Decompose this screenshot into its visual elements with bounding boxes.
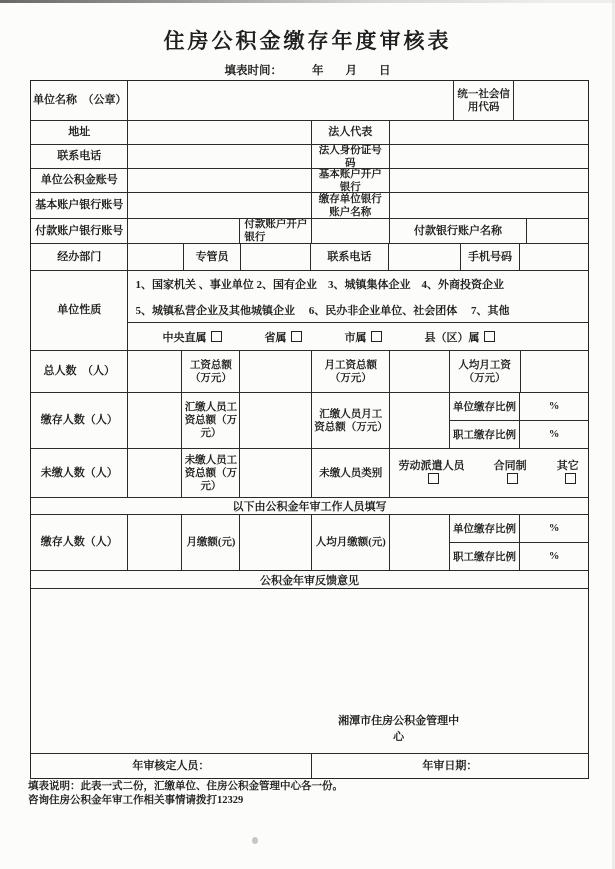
table-row — [31, 81, 588, 121]
table-row — [31, 498, 588, 515]
table-row — [31, 351, 588, 393]
audit-staff-ratio-label: 职工缴存比例 — [450, 543, 520, 570]
staff-ratio-label: 职工缴存比例 — [450, 421, 520, 448]
checkbox-icon — [291, 331, 302, 342]
audit-staff-ratio-percent: % — [548, 551, 560, 562]
monthly-amount-value-cell — [240, 515, 312, 570]
table-row — [31, 244, 588, 271]
unpaid-people-label: 未缴人数（人） — [31, 449, 128, 497]
unpaid-wage-total-value-cell — [240, 449, 312, 497]
feedback-area — [31, 589, 588, 753]
pay-bank-value-cell — [312, 219, 390, 243]
fill-time-month: 月 — [345, 65, 357, 77]
ownership-row — [128, 322, 588, 350]
deposit-monthly-total-value-cell — [390, 393, 450, 448]
credit-code-value-cell — [514, 81, 588, 120]
deposit-wage-total-label: 汇缴人员工资总额（万元） — [182, 393, 240, 448]
manager-label: 专管员 — [184, 244, 241, 270]
fund-account-label: 单位公积金账号 — [31, 169, 128, 192]
table-row — [31, 219, 588, 244]
contact-phone-value-cell — [128, 145, 311, 168]
table-row — [31, 589, 588, 754]
form-note-line1: 填表说明：此表一式二份，汇缴单位、住房公积金管理中心各一份。 — [28, 781, 343, 792]
scan-edge-artifact — [0, 0, 615, 3]
ownership-option — [344, 329, 382, 345]
ownership-option — [424, 329, 495, 345]
basic-bank-label: 基本账户开户银行 — [312, 169, 390, 192]
fill-time-line — [0, 62, 615, 78]
total-wage-label: 工资总额（万元） — [182, 351, 240, 392]
manager-value-cell — [241, 244, 311, 270]
pay-account-name-value-cell — [527, 219, 588, 243]
ownership-label: 县（区）属 — [424, 331, 480, 344]
fill-time-day: 日 — [379, 65, 391, 77]
contact-phone-label: 联系电话 — [31, 145, 128, 168]
table-row — [31, 393, 588, 449]
deposit-wage-total-value-cell — [240, 393, 312, 448]
checkbox-icon — [428, 473, 439, 484]
unpaid-category-option — [487, 460, 534, 487]
address-value-cell — [128, 121, 311, 144]
dept-value-cell — [128, 244, 184, 270]
audit-deposit-people-value-cell — [128, 515, 182, 570]
org-name: 湘潭市住房公积金管理中心 — [338, 715, 460, 743]
basic-account-label: 基本账户银行账号 — [31, 193, 128, 218]
total-people-label: 总人数 （人） — [31, 351, 128, 392]
unpaid-people-value-cell — [128, 449, 182, 497]
credit-code-label: 统一社会信用代码 — [454, 81, 514, 120]
unit-nature-options — [128, 271, 588, 322]
dept-phone-label: 联系电话 — [311, 244, 390, 270]
scan-speck-artifact — [252, 837, 258, 844]
form-notes — [28, 780, 343, 807]
table-row — [31, 271, 588, 351]
ownership-label: 中央直属 — [162, 331, 207, 344]
ownership-label: 省属 — [264, 331, 287, 344]
mobile-value-cell — [520, 244, 588, 270]
unpaid-category-label: 未缴人员类别 — [312, 449, 390, 497]
legal-rep-id-value-cell — [390, 145, 588, 168]
table-row — [31, 121, 588, 145]
avg-wage-value-cell — [521, 351, 588, 392]
address-label: 地址 — [31, 121, 128, 144]
deposit-people-value-cell — [128, 393, 182, 448]
checkbox-icon — [371, 331, 382, 342]
mobile-label: 手机号码 — [461, 244, 520, 270]
audit-date-label: 年审日期： — [422, 759, 478, 772]
fill-time-label: 填表时间： — [224, 65, 282, 77]
page-title: 住房公积金缴存年度审核表 — [163, 29, 452, 53]
pay-bank-label: 付款账户开户银行 — [240, 219, 312, 243]
table-row — [31, 193, 588, 219]
table-row — [31, 449, 588, 498]
dept-phone-value-cell — [389, 244, 461, 270]
basic-account-value-cell — [128, 193, 311, 218]
unpaid-category-option-label: 其它 — [556, 459, 579, 472]
unit-ratio-percent: % — [548, 401, 560, 412]
monthly-wage-value-cell — [390, 351, 450, 392]
unpaid-categories — [390, 449, 588, 497]
checkbox-icon — [565, 473, 576, 484]
checkbox-icon — [211, 331, 222, 342]
unit-name-label: 单位名称 （公章） — [31, 81, 128, 120]
deposit-people-label: 缴存人数（人） — [31, 393, 128, 448]
table-row — [31, 515, 588, 571]
monthly-wage-label: 月工资总额（万元） — [312, 351, 390, 392]
total-people-value-cell — [128, 351, 182, 392]
deposit-monthly-total-label: 汇缴人员月工资总额（万元） — [312, 393, 390, 448]
dept-label: 经办部门 — [31, 244, 128, 270]
monthly-amount-label: 月缴额(元) — [182, 515, 240, 570]
form-table — [30, 80, 589, 779]
deposit-account-name-value-cell — [390, 193, 588, 218]
unpaid-category-option-label: 合同制 — [493, 459, 527, 472]
unit-nature-options-line2: 5、城镇私营企业及其他城镇企业 6、民办非企业单位、社会团体 7、其他 — [135, 304, 510, 317]
checkbox-icon — [484, 331, 495, 342]
deposit-account-name-label: 缴存单位银行账户名称 — [312, 193, 390, 218]
staff-section-band: 以下由公积金年审工作人员填写 — [232, 501, 387, 513]
legal-rep-label: 法人代表 — [312, 121, 390, 144]
legal-rep-value-cell — [390, 121, 588, 144]
unpaid-category-option — [392, 460, 470, 487]
total-wage-value-cell — [240, 351, 312, 392]
unit-nature-label: 单位性质 — [31, 271, 128, 350]
ownership-option — [162, 329, 222, 345]
table-row — [31, 754, 588, 778]
unit-name-value-cell — [128, 81, 454, 120]
ownership-label: 市属 — [344, 331, 367, 344]
pay-account-label: 付款账户银行账号 — [31, 219, 128, 243]
table-row — [31, 169, 588, 193]
fill-time-year: 年 — [312, 65, 324, 77]
table-row — [31, 145, 588, 169]
unpaid-category-option — [550, 460, 586, 487]
checkbox-icon — [507, 473, 518, 484]
pay-account-name-label: 付款银行账户名称 — [390, 219, 526, 243]
pay-account-value-cell — [128, 219, 240, 243]
fund-account-value-cell — [128, 169, 311, 192]
legal-rep-id-label: 法人身份证号码 — [312, 145, 390, 168]
audit-unit-ratio-label: 单位缴存比例 — [450, 515, 520, 542]
avg-monthly-amount-label: 人均月缴额(元) — [312, 515, 390, 570]
audit-unit-ratio-percent: % — [548, 523, 560, 534]
audit-deposit-people-label: 缴存人数（人） — [31, 515, 128, 570]
staff-ratio-percent: % — [548, 429, 560, 440]
unpaid-category-option-label: 劳动派遣人员 — [398, 459, 465, 472]
feedback-band: 公积金年审反馈意见 — [260, 574, 359, 587]
table-row — [31, 571, 588, 589]
unit-nature-options-line1: 1、国家机关 、事业单位 2、国有企业 3、城镇集体企业 4、外商投资企业 — [135, 278, 504, 291]
avg-wage-label: 人均月工资（万元） — [450, 351, 521, 392]
basic-bank-value-cell — [390, 169, 588, 192]
ownership-option — [264, 329, 302, 345]
unpaid-wage-total-label: 未缴人员工资总额（万元） — [182, 449, 240, 497]
auditor-label: 年审核定人员： — [31, 754, 312, 778]
form-note-line2: 咨询住房公积金年审工作相关事情请拨打12329 — [28, 794, 244, 806]
avg-monthly-amount-value-cell — [390, 515, 450, 570]
unit-ratio-label: 单位缴存比例 — [450, 393, 520, 420]
